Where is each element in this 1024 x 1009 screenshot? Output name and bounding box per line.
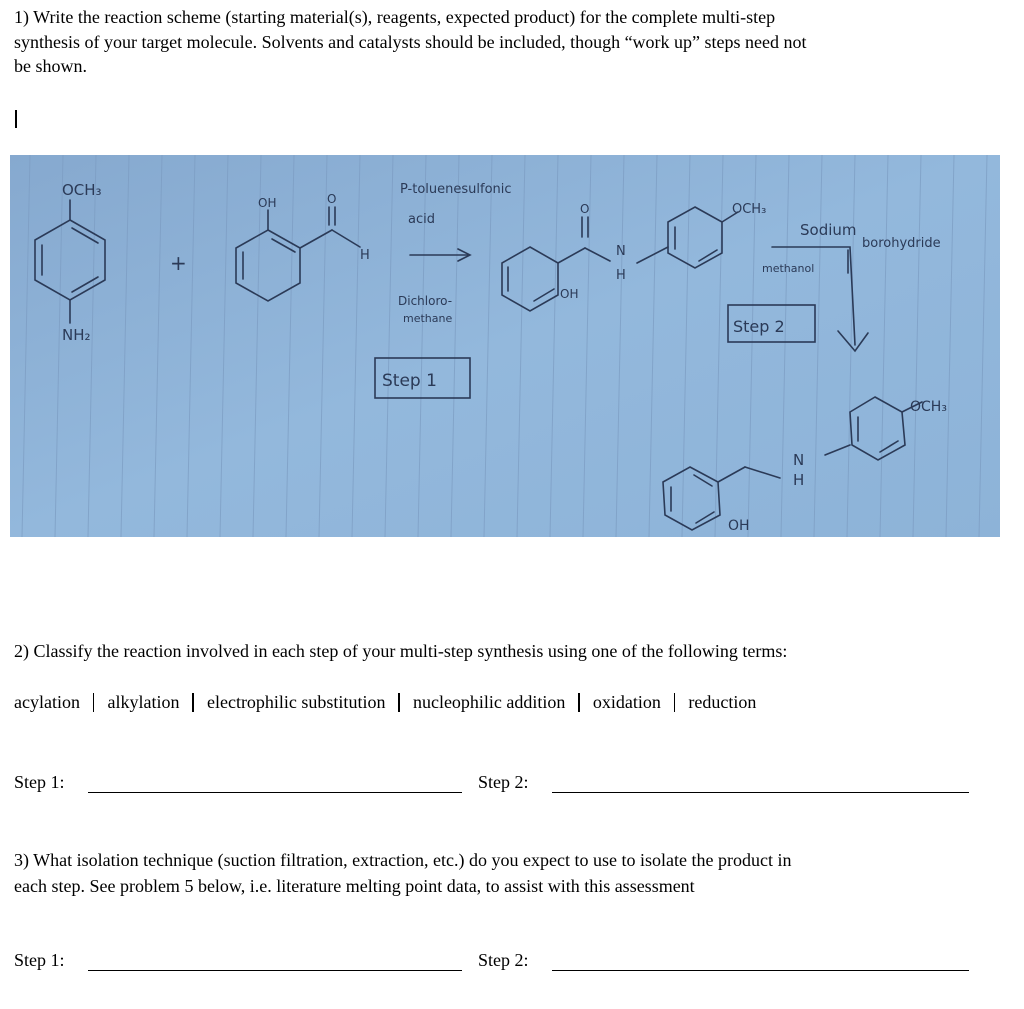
term-reduction: reduction xyxy=(688,692,757,712)
q3-line-1: 3) What isolation technique (suction filtration, extraction, etc.) do you expect to use to isolate the product in xyxy=(14,850,792,870)
label-och3-1: OCH₃ xyxy=(62,181,102,199)
q3-step2-answer-line[interactable] xyxy=(552,970,969,971)
label-och3-2: OCH₃ xyxy=(732,202,767,217)
divider xyxy=(578,693,580,712)
reagent-1b: acid xyxy=(408,212,435,227)
q2-step1-answer-line[interactable] xyxy=(88,792,462,793)
label-oh-3: OH xyxy=(728,518,750,534)
label-oh-1: OH xyxy=(258,196,277,210)
solvent-1b: methane xyxy=(403,312,453,325)
reagent-2a: Sodium xyxy=(800,221,857,239)
label-n-2: N xyxy=(616,244,626,259)
label-h-3: H xyxy=(793,471,805,489)
divider xyxy=(192,693,194,712)
label-h-2: H xyxy=(616,268,626,283)
label-h-1: H xyxy=(360,248,370,263)
reagent-1a: P-toluenesulfonic xyxy=(400,182,512,197)
label-o-1: O xyxy=(327,192,337,206)
label-nh2: NH₂ xyxy=(62,326,91,344)
solvent-2: methanol xyxy=(762,262,815,275)
term-nucleophilic-addition: nucleophilic addition xyxy=(412,692,566,712)
label-o-2: O xyxy=(580,202,590,216)
q1-line-2: synthesis of your target molecule. Solvents and catalysts should be included, though “work up” steps need not xyxy=(14,32,807,52)
step1-label: Step 1 xyxy=(382,371,437,391)
label-oh-2: OH xyxy=(560,287,579,301)
q1-line-1: 1) Write the reaction scheme (starting material(s), reagents, expected product) for the complete multi-step xyxy=(14,7,776,27)
q3-step1-label: Step 1: xyxy=(14,950,65,970)
term-alkylation: alkylation xyxy=(107,692,180,712)
q2-text: 2) Classify the reaction involved in each step of your multi-step synthesis using one of the following terms: xyxy=(14,641,788,661)
reaction-scheme-photo xyxy=(10,155,1000,537)
divider xyxy=(398,693,400,712)
plus-sign: + xyxy=(170,251,187,275)
divider xyxy=(93,693,95,712)
step2-label: Step 2 xyxy=(733,317,785,336)
label-n-3: N xyxy=(793,451,805,469)
term-electrophilic-substitution: electrophilic substitution xyxy=(206,692,386,712)
term-oxidation: oxidation xyxy=(592,692,661,712)
q2-step2-answer-line[interactable] xyxy=(552,792,969,793)
q1-line-3: be shown. xyxy=(14,56,87,76)
terms-list xyxy=(14,692,756,713)
solvent-1a: Dichloro- xyxy=(398,294,453,308)
term-acylation: acylation xyxy=(14,692,80,712)
divider xyxy=(674,693,676,712)
q2-step1-label: Step 1: xyxy=(14,772,65,792)
q3-step1-answer-line[interactable] xyxy=(88,970,462,971)
label-och3-3: OCH₃ xyxy=(910,399,947,415)
reagent-2b: borohydride xyxy=(862,236,941,251)
text-cursor[interactable] xyxy=(15,110,17,128)
q3-line-2: each step. See problem 5 below, i.e. literature melting point data, to assist with this assessment xyxy=(14,876,695,896)
q3-step2-label: Step 2: xyxy=(478,950,529,970)
q2-step2-label: Step 2: xyxy=(478,772,529,792)
